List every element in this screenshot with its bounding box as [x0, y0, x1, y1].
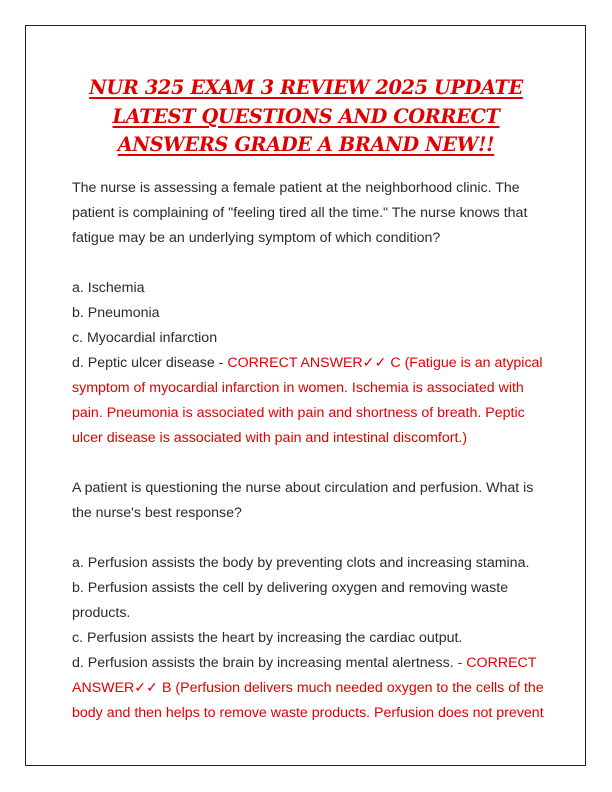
title-line-1: NUR 325 EXAM 3 REVIEW 2025 UPDATE: [89, 76, 523, 99]
question-1-text: The nurse is assessing a female patient at the neighborhood clinic. The patient is complaining of "feeling tired all the time." The nurse knows that fatigue may be an underlying symptom of which condition?: [72, 180, 528, 246]
document-title: [80, 74, 532, 160]
title-line-3: ANSWERS GRADE A BRAND NEW!!: [117, 133, 495, 156]
question-1-answer: CORRECT ANSWER✓✓ C (Fatigue is an atypical symptom of myocardial infarction in women. Ischemia is associated with pain. Pneumonia is associated with pain and shortness of breath. Peptic ulcer disease is associated with pain and intestinal discomfort.): [72, 355, 543, 446]
question-2-text: A patient is questioning the nurse about circulation and perfusion. What is the nurse's best response?: [72, 480, 534, 521]
spacer: [72, 251, 552, 276]
question-2-option-b: b. Perfusion assists the cell by delivering oxygen and removing waste products.: [72, 580, 509, 621]
spacer: [72, 451, 552, 476]
question-2-option-d: [72, 651, 552, 726]
title-line-2: LATEST QUESTIONS AND CORRECT: [112, 104, 500, 128]
question-2-option-c: c. Perfusion assists the heart by increasing the cardiac output.: [72, 630, 463, 646]
question-1-option-d-text: d. Peptic ulcer disease -: [72, 355, 228, 371]
question-1-option-a: a. Ischemia: [72, 280, 145, 296]
question-1-option-b: b. Pneumonia: [72, 305, 160, 321]
document-body: [72, 176, 552, 726]
spacer: [72, 526, 552, 551]
question-2-option-a: a. Perfusion assists the body by preventing clots and increasing stamina.: [72, 555, 530, 571]
question-2-answer: - CORRECT ANSWER✓✓ B (Perfusion delivers much needed oxygen to the cells of the body and then helps to remove waste products. Perfusion does not prevent: [72, 655, 544, 721]
question-1-option-c: c. Myocardial infarction: [72, 330, 218, 346]
question-1-option-d: [72, 351, 552, 451]
question-2-option-d-text: d. Perfusion assists the brain by increasing mental alertness.: [72, 655, 458, 671]
